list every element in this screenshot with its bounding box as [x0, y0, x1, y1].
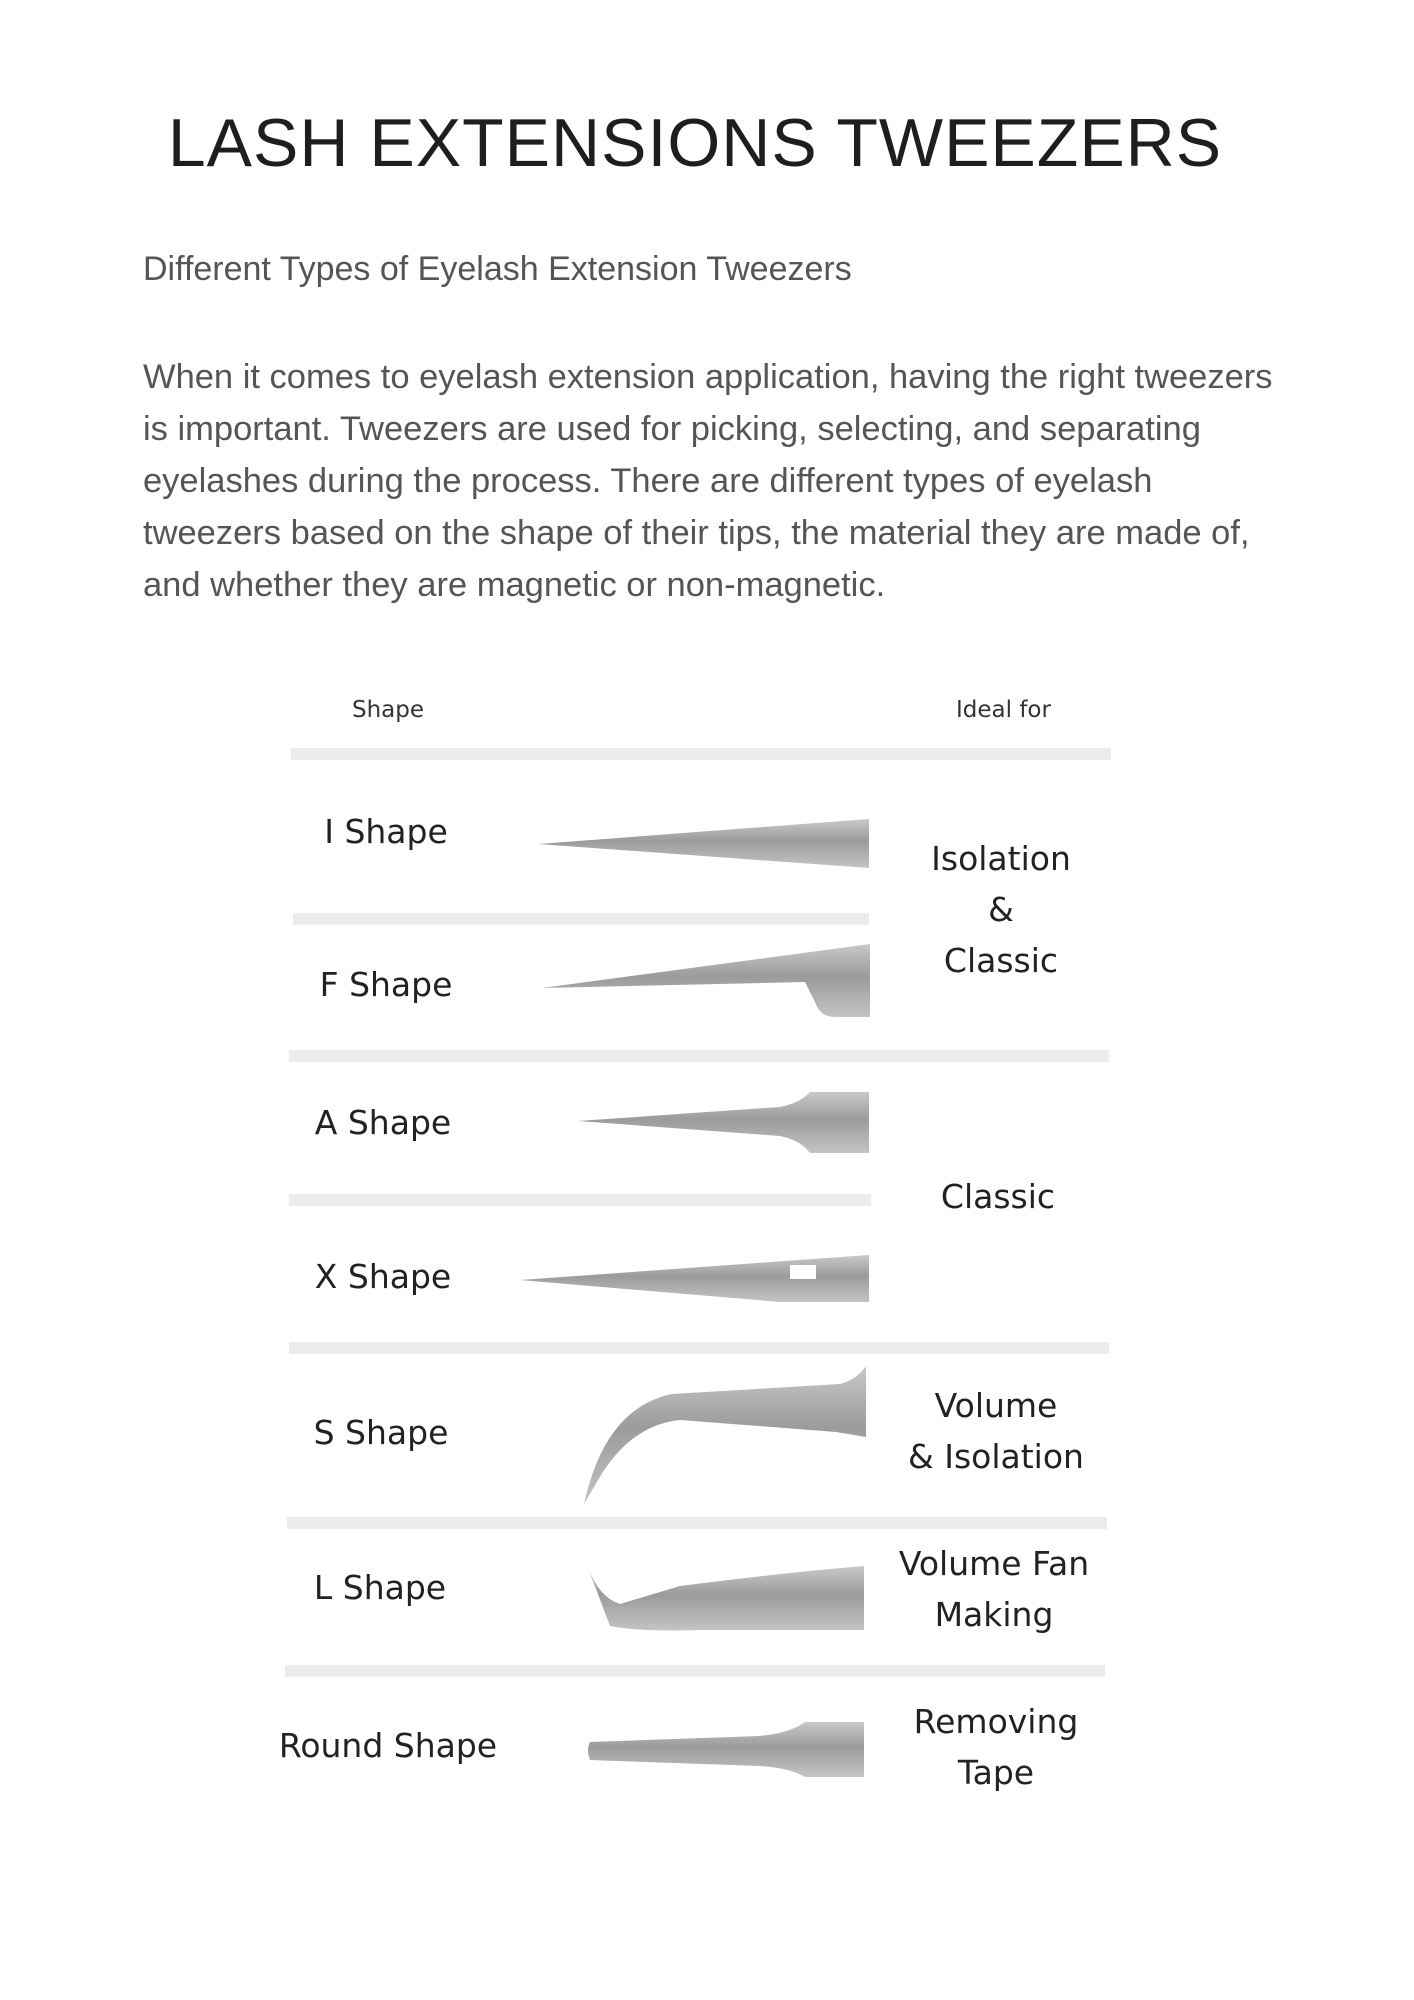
ideal-line: Tape: [957, 1753, 1035, 1792]
ideal-line: Removing: [913, 1702, 1079, 1741]
ideal-line: &: [988, 890, 1014, 929]
ideal-line: Isolation: [931, 839, 1071, 878]
round-shape-tweezer-icon: [588, 1722, 864, 1777]
subtitle: Different Types of Eyelash Extension Tweezers: [143, 250, 852, 288]
s-shape-tweezer-icon: [584, 1366, 866, 1504]
shape-i: I Shape: [324, 812, 448, 851]
ideal-line: Volume Fan: [898, 1544, 1090, 1583]
ideal-line: Classic: [943, 941, 1059, 980]
shape-x: X Shape: [314, 1257, 452, 1296]
ideal-line: Volume: [934, 1386, 1058, 1425]
page-title: LASH EXTENSIONS TWEEZERS: [167, 105, 1223, 181]
shape-round: Round Shape: [278, 1726, 498, 1765]
i-shape-tweezer-icon: [538, 819, 869, 868]
a-shape-tweezer-icon: [578, 1092, 869, 1153]
shape-l: L Shape: [313, 1568, 447, 1607]
x-shape-notch-icon: [790, 1265, 816, 1279]
l-shape-tweezer-icon: [588, 1566, 864, 1631]
intro-paragraph: When it comes to eyelash extension application, having the right tweezers is important. Tweezers are used for picking, selecting, and separating eyelashes during the process. There are different types of eyelash tweezers based on the shape of their tips, the material they are made of, and whether they are magnetic or non-magnetic.: [143, 358, 1273, 604]
x-shape-tweezer-icon: [520, 1255, 869, 1302]
f-shape-tweezer-icon: [542, 944, 870, 1017]
header-shape: Shape: [352, 697, 425, 723]
ideal-classic: Classic: [940, 1177, 1056, 1216]
shape-s: S Shape: [313, 1413, 449, 1452]
shape-a: A Shape: [314, 1103, 452, 1142]
ideal-line: Making: [934, 1595, 1054, 1634]
ideal-line: & Isolation: [908, 1437, 1084, 1476]
shape-f: F Shape: [319, 965, 453, 1004]
header-ideal-for: Ideal for: [956, 697, 1051, 723]
